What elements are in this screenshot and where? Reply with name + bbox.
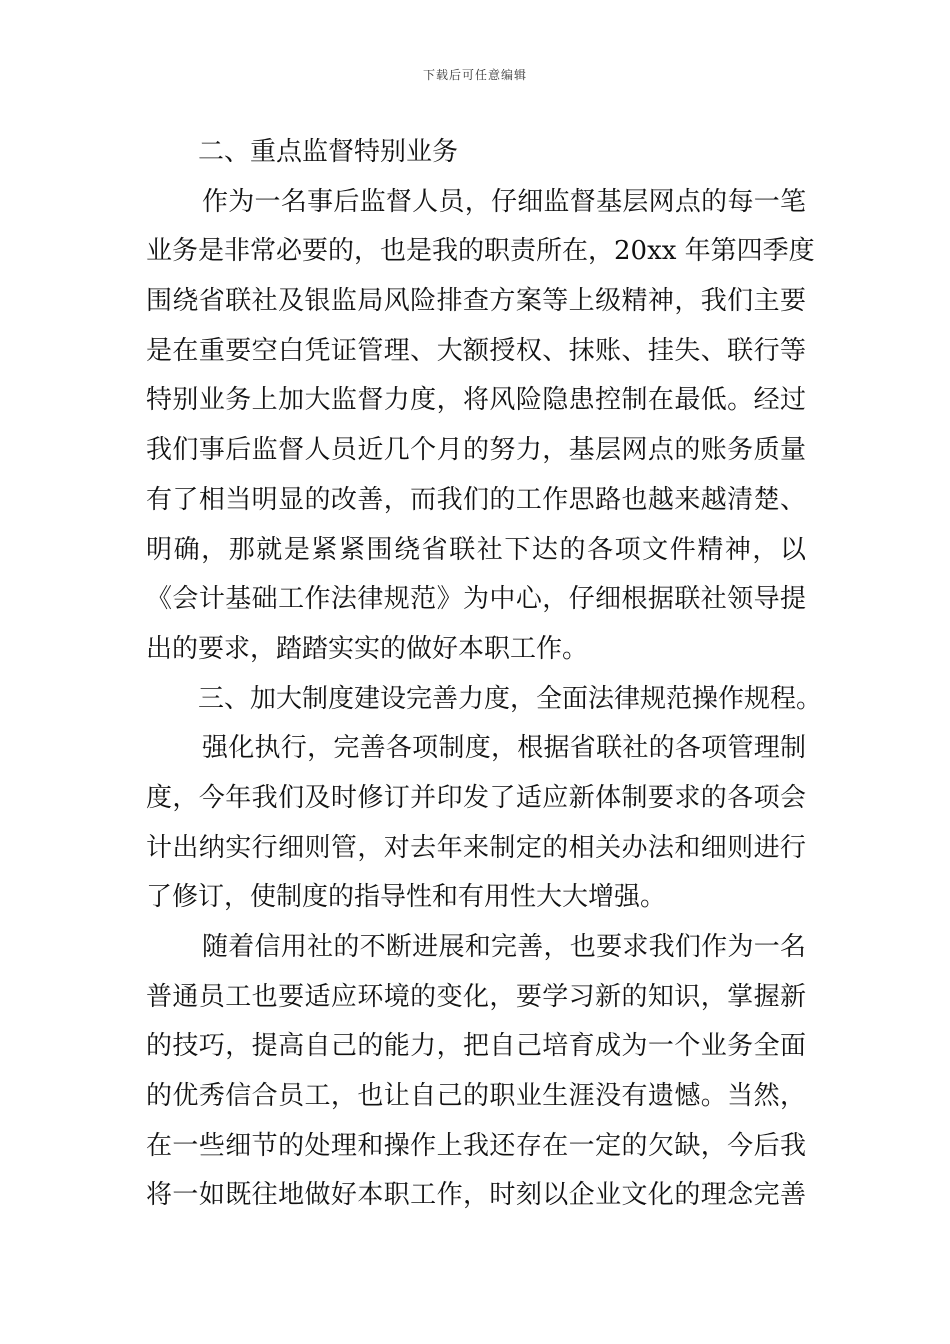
paragraph-line: 的技巧，提高自己的能力，把自己培育成为一个业务全面 <box>146 1031 806 1062</box>
paragraph-line: 在一些细节的处理和操作上我还存在一定的欠缺，今后我 <box>146 1130 806 1161</box>
paragraph-line: 作为一名事后监督人员，仔细监督基层网点的每一笔 <box>202 186 806 217</box>
paragraph-line: 了修订，使制度的指导性和有用性大大增强。 <box>146 882 667 913</box>
paragraph-line: 随着信用社的不断进展和完善，也要求我们作为一名 <box>202 932 806 962</box>
paragraph-line: 围绕省联社及银监局风险排查方案等上级精神，我们主要 <box>146 286 806 317</box>
paragraph-line: 出的要求，踏踏实实的做好本职工作。 <box>146 633 589 664</box>
paragraph-line: 的优秀信合员工，也让自己的职业生涯没有遗憾。当然， <box>146 1081 806 1112</box>
paragraph-line: 明确，那就是紧紧围绕省联社下达的各项文件精神，以 <box>146 534 806 565</box>
section-heading-3: 三、加大制度建设完善力度，全面法律规范操作规程。 <box>198 683 823 714</box>
paragraph-line: 我们事后监督人员近几个月的努力，基层网点的账务质量 <box>146 435 806 466</box>
document-body <box>146 128 823 1221</box>
paragraph-line: 计出纳实行细则管，对去年来制定的相关办法和细则进行 <box>146 832 806 863</box>
paragraph-line: 强化执行，完善各项制度，根据省联社的各项管理制 <box>202 733 806 764</box>
paragraph-line: 《会计基础工作法律规范》为中心，仔细根据联社领导提 <box>146 584 806 615</box>
section-heading-2: 二、重点监督特别业务 <box>198 137 459 167</box>
paragraph-line: 是在重要空白凭证管理、大额授权、抹账、挂失、联行等 <box>146 335 806 366</box>
paragraph-line: 度，今年我们及时修订并印发了适应新体制要求的各项会 <box>146 782 806 813</box>
paragraph-line: 将一如既往地做好本职工作，时刻以企业文化的理念完善 <box>146 1180 806 1211</box>
paragraph-line: 有了相当明显的改善，而我们的工作思路也越来越清楚、 <box>146 484 806 515</box>
download-note: 下载后可任意编辑 <box>422 68 527 82</box>
paragraph-line: 特别业务上加大监督力度，将风险隐患控制在最低。经过 <box>146 385 806 416</box>
paragraph-line: 业务是非常必要的，也是我的职责所在，20xx 年第四季度 <box>146 236 815 267</box>
paragraph-line: 普通员工也要适应环境的变化，要学习新的知识，掌握新 <box>146 981 806 1012</box>
